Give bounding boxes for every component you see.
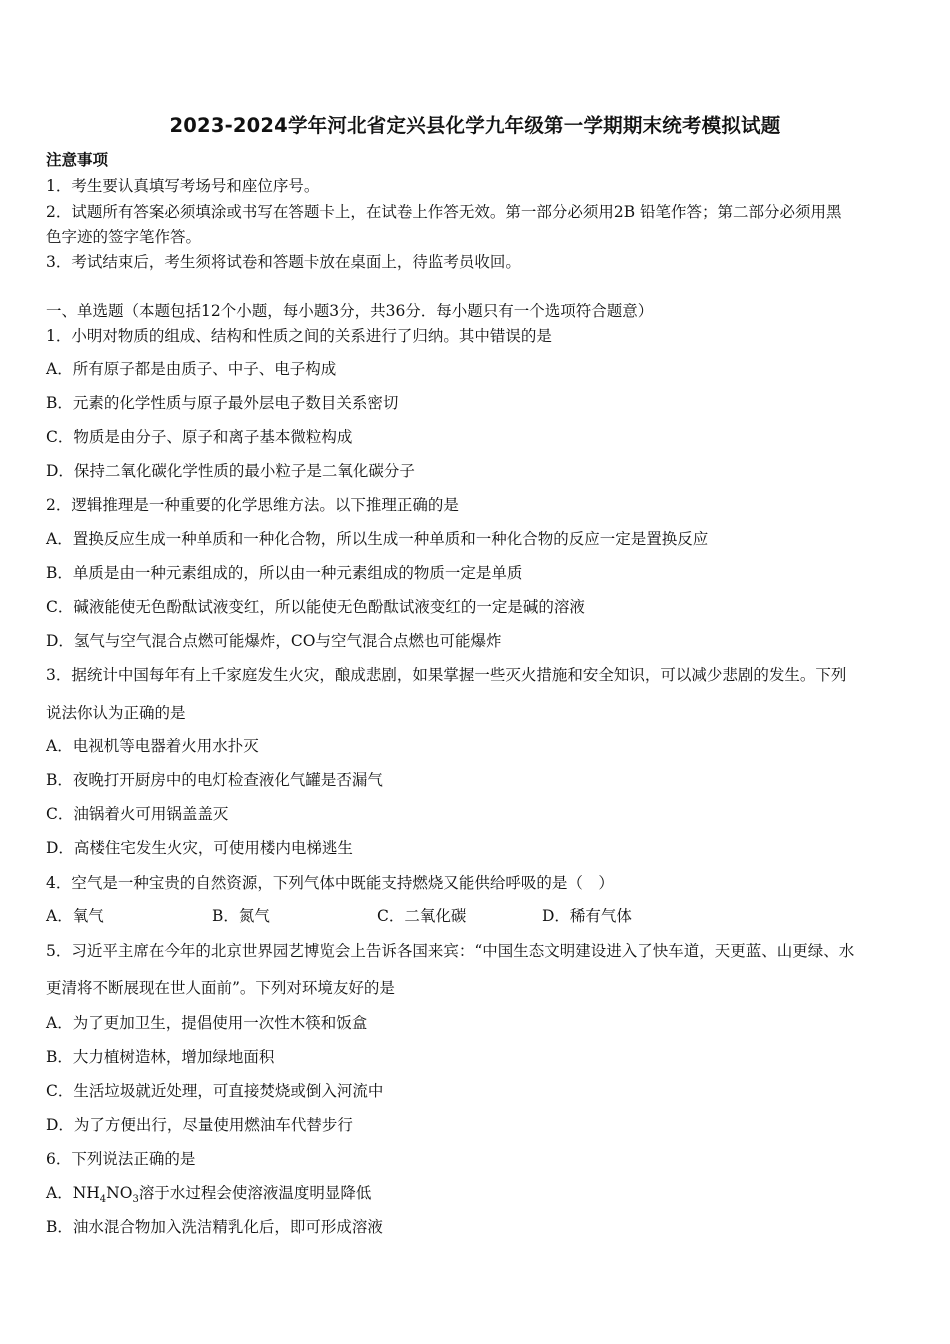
question-2-option-d: D．氢气与空气混合点燃可能爆炸，CO与空气混合点燃也可能爆炸 — [46, 632, 502, 650]
question-1-option-a: A．所有原子都是由质子、中子、电子构成 — [46, 360, 337, 378]
question-6-stem: 6．下列说法正确的是 — [46, 1150, 196, 1168]
question-3-option-a: A．电视机等电器着火用水扑灭 — [46, 737, 259, 755]
notice-item-2-cont: 色字迹的签字笔作答。 — [46, 228, 202, 246]
question-2-stem: 2．逻辑推理是一种重要的化学思维方法。以下推理正确的是 — [46, 496, 459, 514]
notice-item-3: 3．考试结束后，考生须将试卷和答题卡放在桌面上，待监考员收回。 — [46, 253, 521, 271]
question-6-option-a — [46, 1183, 371, 1210]
question-4-option-c: C．二氧化碳 — [377, 907, 467, 925]
notice-heading: 注意事项 — [46, 150, 109, 169]
question-1-option-d: D．保持二氧化碳化学性质的最小粒子是二氧化碳分子 — [46, 462, 415, 480]
notice-item-1: 1．考生要认真填写考场号和座位序号。 — [46, 177, 320, 195]
option-letter: A． — [46, 1184, 73, 1202]
question-3-stem-cont: 说法你认为正确的是 — [46, 704, 186, 722]
question-3-option-b: B．夜晚打开厨房中的电灯检查液化气罐是否漏气 — [46, 771, 383, 789]
question-4-option-b: B．氮气 — [212, 907, 270, 925]
question-4-stem: 4．空气是一种宝贵的自然资源，下列气体中既能支持燃烧又能供给呼吸的是（ ） — [46, 874, 614, 892]
question-2-option-b: B．单质是由一种元素组成的，所以由一种元素组成的物质一定是单质 — [46, 564, 523, 582]
question-3-option-d: D．高楼住宅发生火灾，可使用楼内电梯逃生 — [46, 839, 353, 857]
formula-no: NO — [106, 1184, 133, 1202]
question-5-option-c: C．生活垃圾就近处理，可直接焚烧或倒入河流中 — [46, 1082, 384, 1100]
question-2-option-a: A．置换反应生成一种单质和一种化合物，所以生成一种单质和一种化合物的反应一定是置换反应 — [46, 530, 709, 548]
question-2-option-c: C．碱液能使无色酚酞试液变红，所以能使无色酚酞试液变红的一定是碱的溶液 — [46, 598, 585, 616]
section-heading: 一、单选题（本题包括12个小题，每小题3分，共36分．每小题只有一个选项符合题意） — [46, 302, 654, 320]
question-1-option-b: B．元素的化学性质与原子最外层电子数目关系密切 — [46, 394, 399, 412]
question-4-option-a: A．氧气 — [46, 907, 104, 925]
question-4-option-d: D．稀有气体 — [542, 907, 632, 925]
formula-sub-4: 4 — [99, 1194, 107, 1206]
notice-item-2: 2．试题所有答案必须填涂或书写在答题卡上，在试卷上作答无效。第一部分必须用2B 铅笔作答；第二部分必须用黑 — [46, 203, 842, 221]
question-5-option-d: D．为了方便出行，尽量使用燃油车代替步行 — [46, 1116, 353, 1134]
question-3-option-c: C．油锅着火可用锅盖盖灭 — [46, 805, 229, 823]
option-text: 溶于水过程会使溶液温度明显降低 — [138, 1184, 372, 1202]
page-title: 2023-2024学年河北省定兴县化学九年级第一学期期末统考模拟试题 — [169, 114, 781, 137]
formula-sub-3: 3 — [132, 1194, 139, 1206]
question-5-option-b: B．大力植树造林，增加绿地面积 — [46, 1048, 275, 1066]
question-1-stem: 1．小明对物质的组成、结构和性质之间的关系进行了归纳。其中错误的是 — [46, 327, 552, 345]
formula-nh: NH — [72, 1184, 100, 1202]
question-5-stem: 5．习近平主席在今年的北京世界园艺博览会上告诉各国来宾：“中国生态文明建设进入了快车道，天更蓝、山更绿、水 — [46, 942, 855, 960]
question-5-stem-cont: 更清将不断展现在世人面前”。下列对环境友好的是 — [46, 979, 395, 997]
question-3-stem: 3．据统计中国每年有上千家庭发生火灾，酿成悲剧，如果掌握一些灭火措施和安全知识，可以减少悲剧的发生。下列 — [46, 666, 847, 684]
question-5-option-a: A．为了更加卫生，提倡使用一次性木筷和饭盒 — [46, 1014, 368, 1032]
question-1-option-c: C．物质是由分子、原子和离子基本微粒构成 — [46, 428, 353, 446]
question-6-option-b: B．油水混合物加入洗洁精乳化后，即可形成溶液 — [46, 1218, 383, 1236]
